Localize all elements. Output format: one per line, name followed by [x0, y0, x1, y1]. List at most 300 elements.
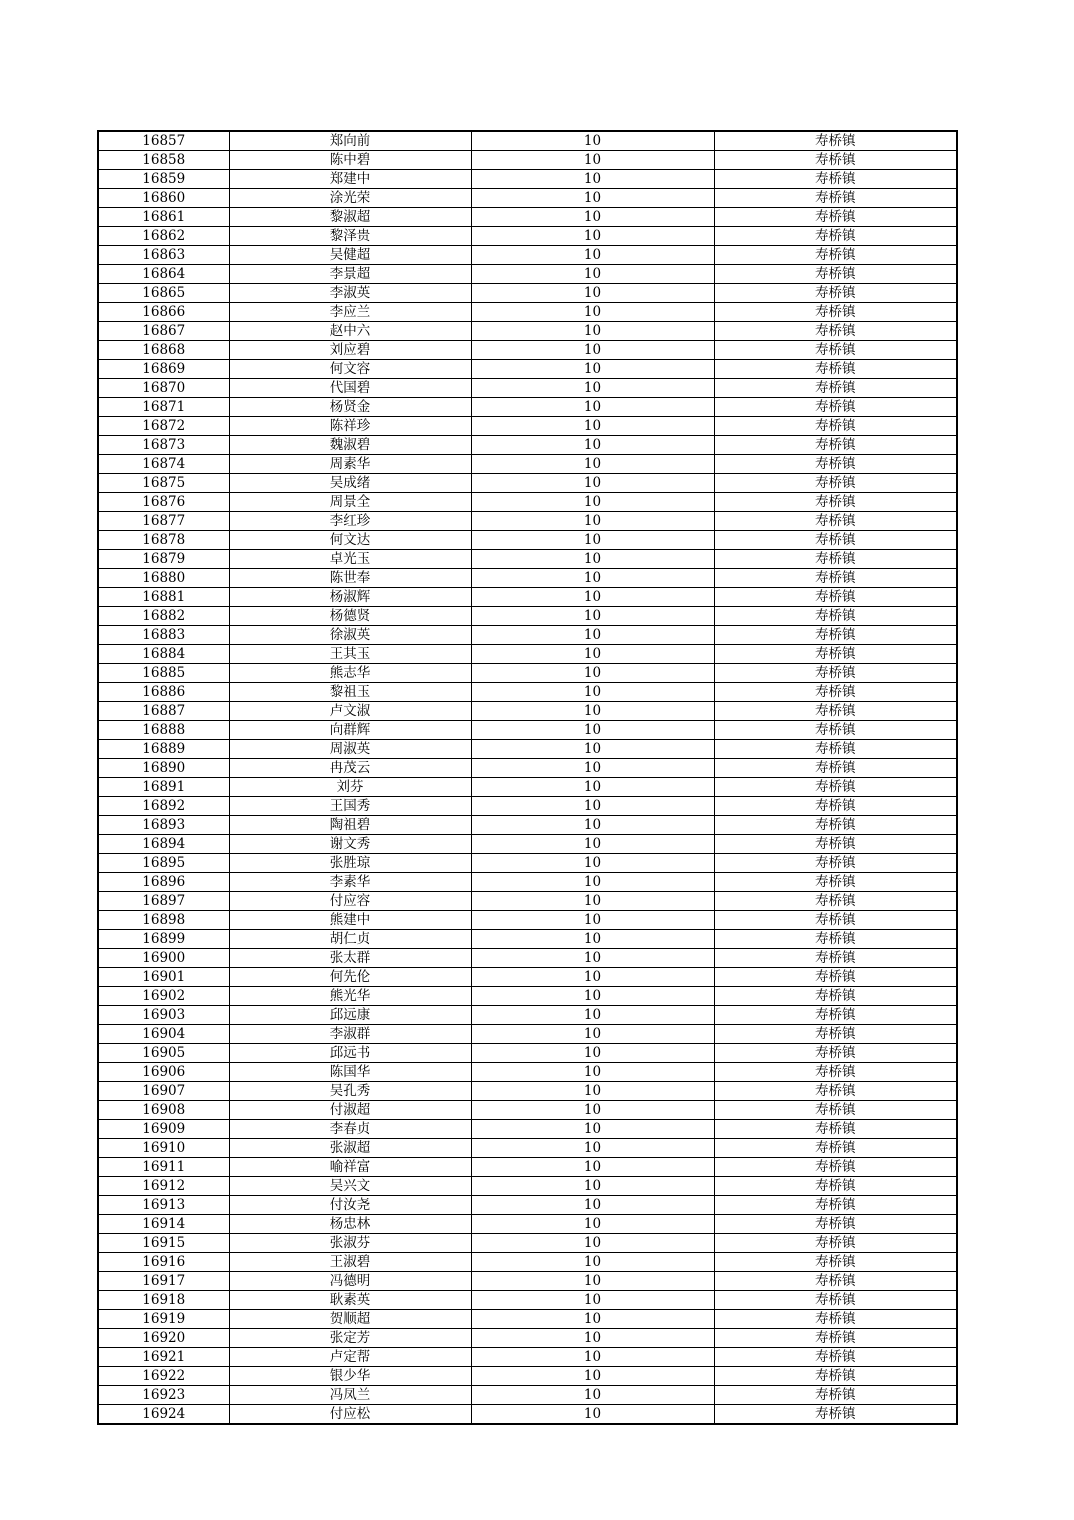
- name-cell: 王淑碧: [229, 1253, 471, 1272]
- row-number-cell: 16890: [98, 759, 229, 778]
- name-cell: 向群辉: [229, 721, 471, 740]
- row-number-cell: 16871: [98, 398, 229, 417]
- table-row: [98, 379, 957, 398]
- name-cell: 付淑超: [229, 1101, 471, 1120]
- town-cell: 寿桥镇: [714, 778, 957, 797]
- name-cell: 张胜琼: [229, 854, 471, 873]
- row-number-cell: 16901: [98, 968, 229, 987]
- name-cell: 谢文秀: [229, 835, 471, 854]
- row-number-cell: 16907: [98, 1082, 229, 1101]
- row-number-cell: 16874: [98, 455, 229, 474]
- amount-cell: 10: [471, 550, 714, 569]
- amount-cell: 10: [471, 1101, 714, 1120]
- name-cell: 刘芬: [229, 778, 471, 797]
- table-row: [98, 835, 957, 854]
- town-cell: 寿桥镇: [714, 493, 957, 512]
- amount-cell: 10: [471, 759, 714, 778]
- name-cell: 卓光玉: [229, 550, 471, 569]
- name-cell: 贺顺超: [229, 1310, 471, 1329]
- town-cell: 寿桥镇: [714, 797, 957, 816]
- table-row: [98, 626, 957, 645]
- row-number-cell: 16884: [98, 645, 229, 664]
- amount-cell: 10: [471, 246, 714, 265]
- row-number-cell: 16893: [98, 816, 229, 835]
- amount-cell: 10: [471, 1063, 714, 1082]
- row-number-cell: 16864: [98, 265, 229, 284]
- amount-cell: 10: [471, 493, 714, 512]
- town-cell: 寿桥镇: [714, 341, 957, 360]
- town-cell: 寿桥镇: [714, 1044, 957, 1063]
- amount-cell: 10: [471, 664, 714, 683]
- name-cell: 李红珍: [229, 512, 471, 531]
- table-row: [98, 360, 957, 379]
- name-cell: 刘应碧: [229, 341, 471, 360]
- row-number-cell: 16913: [98, 1196, 229, 1215]
- table-row: [98, 1329, 957, 1348]
- row-number-cell: 16859: [98, 170, 229, 189]
- town-cell: 寿桥镇: [714, 208, 957, 227]
- row-number-cell: 16892: [98, 797, 229, 816]
- town-cell: 寿桥镇: [714, 588, 957, 607]
- town-cell: 寿桥镇: [714, 227, 957, 246]
- row-number-cell: 16863: [98, 246, 229, 265]
- town-cell: 寿桥镇: [714, 246, 957, 265]
- name-cell: 熊志华: [229, 664, 471, 683]
- table-row: [98, 474, 957, 493]
- town-cell: 寿桥镇: [714, 1063, 957, 1082]
- table-row: [98, 455, 957, 474]
- town-cell: 寿桥镇: [714, 284, 957, 303]
- amount-cell: 10: [471, 1272, 714, 1291]
- town-cell: 寿桥镇: [714, 265, 957, 284]
- table-row: [98, 873, 957, 892]
- town-cell: 寿桥镇: [714, 550, 957, 569]
- name-cell: 黎祖玉: [229, 683, 471, 702]
- amount-cell: 10: [471, 892, 714, 911]
- name-cell: 代国碧: [229, 379, 471, 398]
- town-cell: 寿桥镇: [714, 398, 957, 417]
- table-row: [98, 170, 957, 189]
- name-cell: 喻祥富: [229, 1158, 471, 1177]
- amount-cell: 10: [471, 208, 714, 227]
- town-cell: 寿桥镇: [714, 702, 957, 721]
- amount-cell: 10: [471, 778, 714, 797]
- amount-cell: 10: [471, 398, 714, 417]
- name-cell: 何文容: [229, 360, 471, 379]
- amount-cell: 10: [471, 303, 714, 322]
- table-row: [98, 949, 957, 968]
- row-number-cell: 16909: [98, 1120, 229, 1139]
- table-row: [98, 911, 957, 930]
- amount-cell: 10: [471, 284, 714, 303]
- amount-cell: 10: [471, 531, 714, 550]
- table-body: [98, 131, 957, 1424]
- table-row: [98, 1006, 957, 1025]
- name-cell: 杨淑辉: [229, 588, 471, 607]
- amount-cell: 10: [471, 1310, 714, 1329]
- amount-cell: 10: [471, 322, 714, 341]
- amount-cell: 10: [471, 341, 714, 360]
- table-row: [98, 1196, 957, 1215]
- town-cell: 寿桥镇: [714, 873, 957, 892]
- table-row: [98, 1367, 957, 1386]
- name-cell: 魏淑碧: [229, 436, 471, 455]
- name-cell: 李淑群: [229, 1025, 471, 1044]
- amount-cell: 10: [471, 1196, 714, 1215]
- amount-cell: 10: [471, 436, 714, 455]
- name-cell: 邱远康: [229, 1006, 471, 1025]
- amount-cell: 10: [471, 1291, 714, 1310]
- town-cell: 寿桥镇: [714, 759, 957, 778]
- table-row: [98, 1253, 957, 1272]
- town-cell: 寿桥镇: [714, 607, 957, 626]
- town-cell: 寿桥镇: [714, 626, 957, 645]
- row-number-cell: 16919: [98, 1310, 229, 1329]
- name-cell: 李春贞: [229, 1120, 471, 1139]
- amount-cell: 10: [471, 911, 714, 930]
- row-number-cell: 16912: [98, 1177, 229, 1196]
- row-number-cell: 16870: [98, 379, 229, 398]
- name-cell: 吴兴文: [229, 1177, 471, 1196]
- name-cell: 邱远书: [229, 1044, 471, 1063]
- row-number-cell: 16867: [98, 322, 229, 341]
- table-row: [98, 569, 957, 588]
- town-cell: 寿桥镇: [714, 949, 957, 968]
- town-cell: 寿桥镇: [714, 854, 957, 873]
- name-cell: 徐淑英: [229, 626, 471, 645]
- amount-cell: 10: [471, 1120, 714, 1139]
- row-number-cell: 16911: [98, 1158, 229, 1177]
- amount-cell: 10: [471, 930, 714, 949]
- amount-cell: 10: [471, 1044, 714, 1063]
- name-cell: 陈祥珍: [229, 417, 471, 436]
- town-cell: 寿桥镇: [714, 1348, 957, 1367]
- name-cell: 冯德明: [229, 1272, 471, 1291]
- name-cell: 银少华: [229, 1367, 471, 1386]
- row-number-cell: 16882: [98, 607, 229, 626]
- amount-cell: 10: [471, 873, 714, 892]
- town-cell: 寿桥镇: [714, 417, 957, 436]
- name-cell: 吴成绪: [229, 474, 471, 493]
- town-cell: 寿桥镇: [714, 512, 957, 531]
- name-cell: 陈国华: [229, 1063, 471, 1082]
- name-cell: 周素华: [229, 455, 471, 474]
- row-number-cell: 16881: [98, 588, 229, 607]
- row-number-cell: 16880: [98, 569, 229, 588]
- row-number-cell: 16897: [98, 892, 229, 911]
- amount-cell: 10: [471, 265, 714, 284]
- table-row: [98, 759, 957, 778]
- town-cell: 寿桥镇: [714, 474, 957, 493]
- amount-cell: 10: [471, 721, 714, 740]
- amount-cell: 10: [471, 987, 714, 1006]
- table-row: [98, 265, 957, 284]
- table-row: [98, 1044, 957, 1063]
- town-cell: 寿桥镇: [714, 1158, 957, 1177]
- name-cell: 耿素英: [229, 1291, 471, 1310]
- town-cell: 寿桥镇: [714, 1234, 957, 1253]
- town-cell: 寿桥镇: [714, 569, 957, 588]
- table-row: [98, 588, 957, 607]
- row-number-cell: 16910: [98, 1139, 229, 1158]
- row-number-cell: 16857: [98, 131, 229, 151]
- name-cell: 周淑英: [229, 740, 471, 759]
- table-row: [98, 1158, 957, 1177]
- row-number-cell: 16868: [98, 341, 229, 360]
- town-cell: 寿桥镇: [714, 1177, 957, 1196]
- town-cell: 寿桥镇: [714, 645, 957, 664]
- table-row: [98, 721, 957, 740]
- name-cell: 张定芳: [229, 1329, 471, 1348]
- table-row: [98, 189, 957, 208]
- town-cell: 寿桥镇: [714, 1120, 957, 1139]
- table-row: [98, 417, 957, 436]
- name-cell: 吴孔秀: [229, 1082, 471, 1101]
- table-row: [98, 683, 957, 702]
- table-row: [98, 512, 957, 531]
- row-number-cell: 16921: [98, 1348, 229, 1367]
- row-number-cell: 16879: [98, 550, 229, 569]
- row-number-cell: 16895: [98, 854, 229, 873]
- name-cell: 涂光荣: [229, 189, 471, 208]
- table-row: [98, 892, 957, 911]
- table-row: [98, 131, 957, 151]
- town-cell: 寿桥镇: [714, 664, 957, 683]
- amount-cell: 10: [471, 854, 714, 873]
- town-cell: 寿桥镇: [714, 303, 957, 322]
- town-cell: 寿桥镇: [714, 189, 957, 208]
- town-cell: 寿桥镇: [714, 170, 957, 189]
- table-row: [98, 1272, 957, 1291]
- row-number-cell: 16876: [98, 493, 229, 512]
- amount-cell: 10: [471, 417, 714, 436]
- amount-cell: 10: [471, 569, 714, 588]
- table-row: [98, 246, 957, 265]
- town-cell: 寿桥镇: [714, 322, 957, 341]
- amount-cell: 10: [471, 1329, 714, 1348]
- town-cell: 寿桥镇: [714, 379, 957, 398]
- amount-cell: 10: [471, 1253, 714, 1272]
- table-row: [98, 151, 957, 170]
- town-cell: 寿桥镇: [714, 1215, 957, 1234]
- table-row: [98, 1405, 957, 1425]
- town-cell: 寿桥镇: [714, 531, 957, 550]
- name-cell: 黎淑超: [229, 208, 471, 227]
- name-cell: 杨贤金: [229, 398, 471, 417]
- table-row: [98, 664, 957, 683]
- row-number-cell: 16917: [98, 1272, 229, 1291]
- table-row: [98, 1025, 957, 1044]
- amount-cell: 10: [471, 1177, 714, 1196]
- table-row: [98, 1082, 957, 1101]
- table-row: [98, 778, 957, 797]
- table-row: [98, 1310, 957, 1329]
- name-cell: 卢文淑: [229, 702, 471, 721]
- table-row: [98, 1386, 957, 1405]
- amount-cell: 10: [471, 1158, 714, 1177]
- row-number-cell: 16873: [98, 436, 229, 455]
- town-cell: 寿桥镇: [714, 1272, 957, 1291]
- amount-cell: 10: [471, 455, 714, 474]
- table-row: [98, 1139, 957, 1158]
- row-number-cell: 16861: [98, 208, 229, 227]
- name-cell: 陶祖碧: [229, 816, 471, 835]
- town-cell: 寿桥镇: [714, 1253, 957, 1272]
- table-row: [98, 1063, 957, 1082]
- row-number-cell: 16887: [98, 702, 229, 721]
- row-number-cell: 16875: [98, 474, 229, 493]
- name-cell: 吴健超: [229, 246, 471, 265]
- table-row: [98, 1101, 957, 1120]
- name-cell: 黎泽贵: [229, 227, 471, 246]
- amount-cell: 10: [471, 740, 714, 759]
- table-row: [98, 1348, 957, 1367]
- table-row: [98, 322, 957, 341]
- town-cell: 寿桥镇: [714, 1082, 957, 1101]
- data-table: [97, 130, 958, 1425]
- row-number-cell: 16894: [98, 835, 229, 854]
- row-number-cell: 16860: [98, 189, 229, 208]
- table-row: [98, 1234, 957, 1253]
- name-cell: 郑建中: [229, 170, 471, 189]
- row-number-cell: 16866: [98, 303, 229, 322]
- name-cell: 陈世奉: [229, 569, 471, 588]
- amount-cell: 10: [471, 683, 714, 702]
- name-cell: 张淑超: [229, 1139, 471, 1158]
- amount-cell: 10: [471, 1215, 714, 1234]
- name-cell: 李应兰: [229, 303, 471, 322]
- amount-cell: 10: [471, 1234, 714, 1253]
- row-number-cell: 16862: [98, 227, 229, 246]
- row-number-cell: 16872: [98, 417, 229, 436]
- table-row: [98, 227, 957, 246]
- name-cell: 付应容: [229, 892, 471, 911]
- name-cell: 杨德贤: [229, 607, 471, 626]
- row-number-cell: 16900: [98, 949, 229, 968]
- row-number-cell: 16878: [98, 531, 229, 550]
- table-row: [98, 284, 957, 303]
- amount-cell: 10: [471, 379, 714, 398]
- row-number-cell: 16899: [98, 930, 229, 949]
- table-row: [98, 645, 957, 664]
- town-cell: 寿桥镇: [714, 1006, 957, 1025]
- town-cell: 寿桥镇: [714, 1196, 957, 1215]
- name-cell: 王国秀: [229, 797, 471, 816]
- town-cell: 寿桥镇: [714, 1329, 957, 1348]
- name-cell: 熊建中: [229, 911, 471, 930]
- name-cell: 冯凤兰: [229, 1386, 471, 1405]
- amount-cell: 10: [471, 360, 714, 379]
- row-number-cell: 16896: [98, 873, 229, 892]
- name-cell: 赵中六: [229, 322, 471, 341]
- town-cell: 寿桥镇: [714, 930, 957, 949]
- table-row: [98, 816, 957, 835]
- amount-cell: 10: [471, 170, 714, 189]
- name-cell: 付汝尧: [229, 1196, 471, 1215]
- amount-cell: 10: [471, 131, 714, 151]
- table-row: [98, 987, 957, 1006]
- row-number-cell: 16858: [98, 151, 229, 170]
- town-cell: 寿桥镇: [714, 1386, 957, 1405]
- row-number-cell: 16908: [98, 1101, 229, 1120]
- amount-cell: 10: [471, 151, 714, 170]
- amount-cell: 10: [471, 1367, 714, 1386]
- town-cell: 寿桥镇: [714, 911, 957, 930]
- amount-cell: 10: [471, 1386, 714, 1405]
- table-row: [98, 1291, 957, 1310]
- town-cell: 寿桥镇: [714, 721, 957, 740]
- amount-cell: 10: [471, 1082, 714, 1101]
- town-cell: 寿桥镇: [714, 1139, 957, 1158]
- town-cell: 寿桥镇: [714, 151, 957, 170]
- table-row: [98, 797, 957, 816]
- row-number-cell: 16918: [98, 1291, 229, 1310]
- row-number-cell: 16916: [98, 1253, 229, 1272]
- town-cell: 寿桥镇: [714, 1101, 957, 1120]
- town-cell: 寿桥镇: [714, 968, 957, 987]
- name-cell: 李素华: [229, 873, 471, 892]
- name-cell: 付应松: [229, 1405, 471, 1425]
- row-number-cell: 16904: [98, 1025, 229, 1044]
- amount-cell: 10: [471, 816, 714, 835]
- town-cell: 寿桥镇: [714, 740, 957, 759]
- table-row: [98, 550, 957, 569]
- row-number-cell: 16888: [98, 721, 229, 740]
- town-cell: 寿桥镇: [714, 1310, 957, 1329]
- row-number-cell: 16883: [98, 626, 229, 645]
- town-cell: 寿桥镇: [714, 436, 957, 455]
- table-row: [98, 702, 957, 721]
- table-row: [98, 436, 957, 455]
- table-row: [98, 968, 957, 987]
- row-number-cell: 16915: [98, 1234, 229, 1253]
- table-row: [98, 930, 957, 949]
- amount-cell: 10: [471, 835, 714, 854]
- amount-cell: 10: [471, 1139, 714, 1158]
- amount-cell: 10: [471, 1348, 714, 1367]
- row-number-cell: 16885: [98, 664, 229, 683]
- table-row: [98, 1215, 957, 1234]
- row-number-cell: 16877: [98, 512, 229, 531]
- amount-cell: 10: [471, 1405, 714, 1425]
- table-row: [98, 854, 957, 873]
- amount-cell: 10: [471, 949, 714, 968]
- name-cell: 李景超: [229, 265, 471, 284]
- row-number-cell: 16889: [98, 740, 229, 759]
- table-row: [98, 607, 957, 626]
- amount-cell: 10: [471, 797, 714, 816]
- town-cell: 寿桥镇: [714, 1291, 957, 1310]
- amount-cell: 10: [471, 1006, 714, 1025]
- row-number-cell: 16891: [98, 778, 229, 797]
- name-cell: 王其玉: [229, 645, 471, 664]
- amount-cell: 10: [471, 968, 714, 987]
- table-row: [98, 341, 957, 360]
- amount-cell: 10: [471, 512, 714, 531]
- table-row: [98, 531, 957, 550]
- table-row: [98, 303, 957, 322]
- town-cell: 寿桥镇: [714, 816, 957, 835]
- name-cell: 卢定帮: [229, 1348, 471, 1367]
- name-cell: 陈中碧: [229, 151, 471, 170]
- row-number-cell: 16903: [98, 1006, 229, 1025]
- town-cell: 寿桥镇: [714, 987, 957, 1006]
- row-number-cell: 16869: [98, 360, 229, 379]
- name-cell: 何文达: [229, 531, 471, 550]
- town-cell: 寿桥镇: [714, 1405, 957, 1425]
- row-number-cell: 16905: [98, 1044, 229, 1063]
- row-number-cell: 16923: [98, 1386, 229, 1405]
